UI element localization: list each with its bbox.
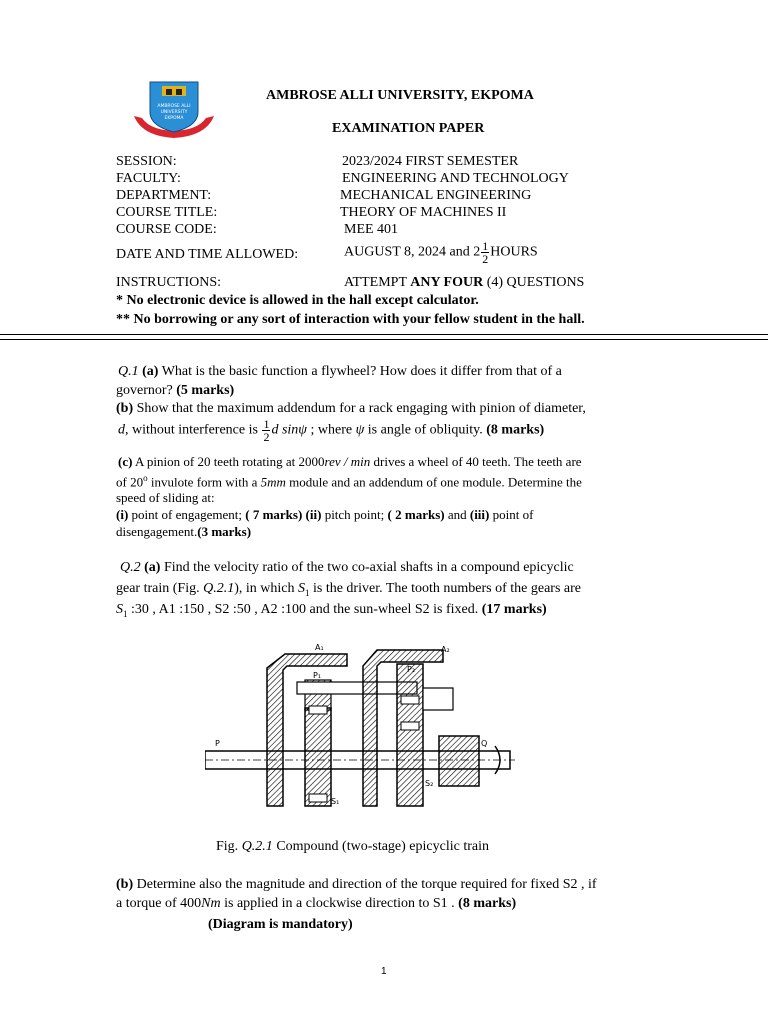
info-value-course-title: THEORY OF MACHINES II: [340, 205, 507, 220]
svg-text:S₂: S₂: [425, 779, 434, 788]
q1-a-line2: governor? (5 marks): [116, 383, 235, 398]
divider-1: [0, 334, 768, 335]
q1-b-line2: d, without interference is $\frac{1}{2}$ d sinψ ; where ψ is angle of obliquity. (8 marks): [118, 417, 545, 444]
svg-text:P: P: [215, 739, 220, 748]
info-label-department: DEPARTMENT:: [116, 188, 212, 203]
info-value-department: MECHANICAL ENGINEERING: [340, 188, 532, 203]
q2-b-note: (Diagram is mandatory): [208, 917, 353, 932]
info-label-course-code: COURSE CODE:: [116, 222, 217, 237]
page-number: 1: [381, 966, 387, 977]
q1-b-line1: (b) Show that the maximum addendum for a rack engaging with pinion of diameter,: [116, 401, 586, 416]
q1-c-line5: disengagement.(3 marks): [116, 524, 252, 539]
svg-text:A₂: A₂: [441, 645, 450, 654]
info-label-faculty: FACULTY:: [116, 171, 181, 186]
info-value-faculty: ENGINEERING AND TECHNOLOGY: [342, 171, 569, 186]
svg-text:AMBROSE ALLI: AMBROSE ALLI: [157, 104, 191, 109]
instructions-label: INSTRUCTIONS:: [116, 275, 222, 290]
date-fraction: $\frac{1}{2}$: [482, 239, 489, 266]
university-name: AMBROSE ALLI UNIVERSITY, EKPOMA: [266, 88, 534, 103]
info-value-session: 2023/2024 FIRST SEMESTER: [342, 154, 519, 169]
q1-a-line1: Q.1 (a) What is the basic function a flywheel? How does it differ from that of a: [118, 364, 562, 379]
doc-type: EXAMINATION PAPER: [332, 121, 485, 136]
instructions-value: ATTEMPT ANY FOUR (4) QUESTIONS: [344, 275, 585, 290]
svg-text:EKPOMA: EKPOMA: [164, 116, 184, 121]
q2-a-line1: Q.2 (a) Find the velocity ratio of the two co-axial shafts in a compound epicyclic: [120, 560, 574, 575]
q1-c-line3: speed of sliding at:: [116, 490, 215, 505]
rule-1: * No electronic device is allowed in the hall except calculator.: [116, 293, 479, 308]
q1-c-line2: of 20$^o$ invulote form with a 5mm module and an addendum of one module. Determine the: [116, 473, 582, 490]
q2-a-line3: $S_1$ :30 , A1 :150 , S2 :50 , A2 :100 and the sun-wheel S2 is fixed. (17 marks): [116, 602, 547, 619]
svg-text:P₁: P₁: [313, 671, 322, 680]
info-value-course-code: MEE 401: [344, 222, 399, 237]
svg-text:P₂: P₂: [407, 665, 416, 674]
q1-c-line1: (c) A pinion of 20 teeth rotating at 2000rev / min drives a wheel of 40 teeth. The teeth are: [118, 454, 582, 469]
q1-c-line4: (i) point of engagement; ( 7 marks) (ii) pitch point; ( 2 marks) and (iii) point of: [116, 507, 534, 522]
svg-text:S₁: S₁: [331, 797, 340, 806]
q2-b-line1: (b) Determine also the magnitude and direction of the torque required for fixed S2 , if: [116, 877, 597, 892]
date-value: AUGUST 8, 2024 and 2 $\frac{1}{2}$ HOURS: [344, 239, 538, 266]
svg-text:UNIVERSITY: UNIVERSITY: [160, 110, 188, 115]
epicyclic-train-figure: [205, 636, 525, 816]
svg-text:Q: Q: [481, 739, 488, 748]
university-logo: [132, 78, 216, 142]
info-label-course-title: COURSE TITLE:: [116, 205, 218, 220]
q2-b-line2: a torque of 400Nm is applied in a clockwise direction to S1 . (8 marks): [116, 896, 517, 911]
divider-2: [0, 339, 768, 340]
svg-text:A₁: A₁: [315, 643, 324, 652]
q2-a-line2: gear train (Fig. Q.2.1), in which $S_1$ is the driver. The tooth numbers of the gears are: [116, 581, 581, 598]
rule-2: ** No borrowing or any sort of interaction with your fellow student in the hall.: [116, 312, 585, 327]
figure-caption: Fig. Q.2.1 Compound (two-stage) epicyclic train: [216, 839, 489, 854]
date-label: DATE AND TIME ALLOWED:: [116, 247, 299, 262]
info-label-session: SESSION:: [116, 154, 177, 169]
